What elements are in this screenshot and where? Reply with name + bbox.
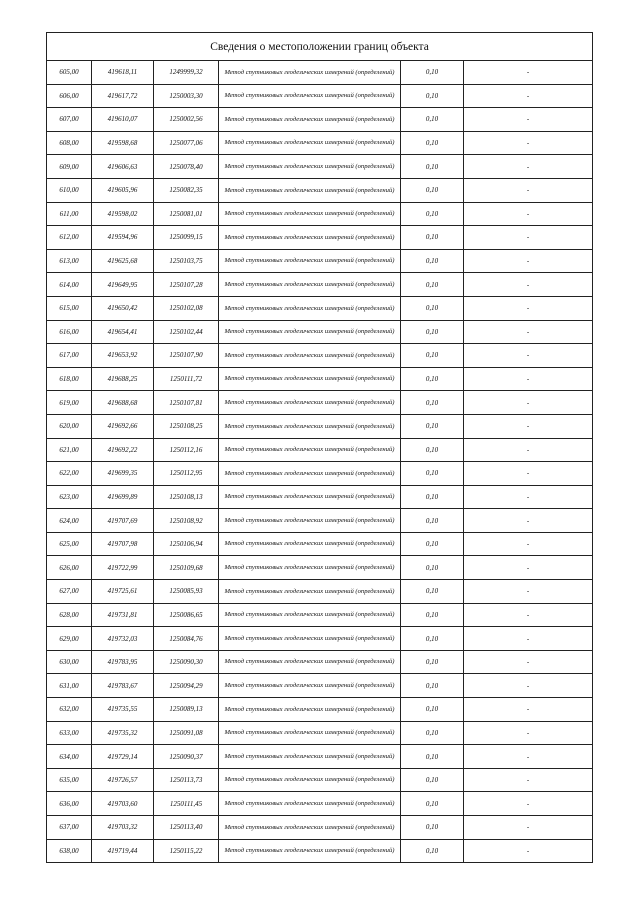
- x-coordinate-cell: 419654,41: [92, 320, 154, 344]
- note-cell: -: [464, 603, 593, 627]
- x-coordinate-cell: 419699,89: [92, 485, 154, 509]
- table-row: [47, 391, 593, 415]
- point-number-cell: 606,00: [47, 84, 92, 108]
- y-coordinate-cell: 1250108,92: [154, 509, 219, 533]
- point-number-cell: 620,00: [47, 414, 92, 438]
- x-coordinate-cell: 419649,95: [92, 273, 154, 297]
- y-coordinate-cell: 1250112,95: [154, 462, 219, 486]
- note-cell: -: [464, 391, 593, 415]
- note-cell: -: [464, 61, 593, 85]
- note-cell: -: [464, 249, 593, 273]
- point-number-cell: 614,00: [47, 273, 92, 297]
- table-title: Сведения о местоположении границ объекта: [47, 33, 593, 61]
- point-number-cell: 626,00: [47, 556, 92, 580]
- table-row: [47, 84, 593, 108]
- boundary-table-body: [47, 33, 593, 863]
- note-cell: -: [464, 462, 593, 486]
- table-row: [47, 674, 593, 698]
- x-coordinate-cell: 419653,92: [92, 344, 154, 368]
- x-coordinate-cell: 419783,95: [92, 650, 154, 674]
- note-cell: -: [464, 296, 593, 320]
- x-coordinate-cell: 419610,07: [92, 108, 154, 132]
- point-number-cell: 619,00: [47, 391, 92, 415]
- y-coordinate-cell: 1250077,06: [154, 131, 219, 155]
- x-coordinate-cell: 419692,66: [92, 414, 154, 438]
- table-row: [47, 344, 593, 368]
- y-coordinate-cell: 1250113,40: [154, 816, 219, 840]
- point-number-cell: 622,00: [47, 462, 92, 486]
- point-number-cell: 633,00: [47, 721, 92, 745]
- accuracy-cell: 0,10: [401, 391, 464, 415]
- table-row: [47, 485, 593, 509]
- y-coordinate-cell: 1250090,37: [154, 745, 219, 769]
- x-coordinate-cell: 419726,57: [92, 768, 154, 792]
- method-cell: Метод спутниковых геодезических измерений (определений): [219, 745, 401, 769]
- y-coordinate-cell: 1250106,94: [154, 532, 219, 556]
- accuracy-cell: 0,10: [401, 792, 464, 816]
- x-coordinate-cell: 419729,14: [92, 745, 154, 769]
- point-number-cell: 623,00: [47, 485, 92, 509]
- point-number-cell: 634,00: [47, 745, 92, 769]
- point-number-cell: 625,00: [47, 532, 92, 556]
- note-cell: -: [464, 674, 593, 698]
- table-row: [47, 226, 593, 250]
- method-cell: Метод спутниковых геодезических измерений (определений): [219, 792, 401, 816]
- y-coordinate-cell: 1250108,13: [154, 485, 219, 509]
- table-row: [47, 108, 593, 132]
- table-row: [47, 61, 593, 85]
- point-number-cell: 635,00: [47, 768, 92, 792]
- accuracy-cell: 0,10: [401, 768, 464, 792]
- table-row: [47, 249, 593, 273]
- x-coordinate-cell: 419650,42: [92, 296, 154, 320]
- point-number-cell: 610,00: [47, 178, 92, 202]
- accuracy-cell: 0,10: [401, 273, 464, 297]
- accuracy-cell: 0,10: [401, 344, 464, 368]
- method-cell: Метод спутниковых геодезических измерений (определений): [219, 768, 401, 792]
- table-row: [47, 155, 593, 179]
- accuracy-cell: 0,10: [401, 698, 464, 722]
- accuracy-cell: 0,10: [401, 155, 464, 179]
- y-coordinate-cell: 1250107,90: [154, 344, 219, 368]
- point-number-cell: 629,00: [47, 627, 92, 651]
- y-coordinate-cell: 1250002,56: [154, 108, 219, 132]
- table-row: [47, 462, 593, 486]
- accuracy-cell: 0,10: [401, 839, 464, 863]
- x-coordinate-cell: 419688,25: [92, 367, 154, 391]
- table-row: [47, 438, 593, 462]
- method-cell: Метод спутниковых геодезических измерений (определений): [219, 61, 401, 85]
- note-cell: -: [464, 721, 593, 745]
- y-coordinate-cell: 1250107,81: [154, 391, 219, 415]
- note-cell: -: [464, 509, 593, 533]
- point-number-cell: 609,00: [47, 155, 92, 179]
- y-coordinate-cell: 1250091,08: [154, 721, 219, 745]
- accuracy-cell: 0,10: [401, 320, 464, 344]
- y-coordinate-cell: 1250099,15: [154, 226, 219, 250]
- y-coordinate-cell: 1250085,93: [154, 580, 219, 604]
- accuracy-cell: 0,10: [401, 603, 464, 627]
- table-row: [47, 698, 593, 722]
- note-cell: -: [464, 792, 593, 816]
- method-cell: Метод спутниковых геодезических измерений (определений): [219, 226, 401, 250]
- table-row: [47, 650, 593, 674]
- table-row: [47, 839, 593, 863]
- x-coordinate-cell: 419707,69: [92, 509, 154, 533]
- x-coordinate-cell: 419722,99: [92, 556, 154, 580]
- y-coordinate-cell: 1250109,68: [154, 556, 219, 580]
- point-number-cell: 627,00: [47, 580, 92, 604]
- table-row: [47, 532, 593, 556]
- x-coordinate-cell: 419735,55: [92, 698, 154, 722]
- x-coordinate-cell: 419605,96: [92, 178, 154, 202]
- note-cell: -: [464, 414, 593, 438]
- accuracy-cell: 0,10: [401, 485, 464, 509]
- table-row: [47, 627, 593, 651]
- point-number-cell: 616,00: [47, 320, 92, 344]
- x-coordinate-cell: 419692,22: [92, 438, 154, 462]
- accuracy-cell: 0,10: [401, 414, 464, 438]
- note-cell: -: [464, 745, 593, 769]
- accuracy-cell: 0,10: [401, 438, 464, 462]
- y-coordinate-cell: 1250078,40: [154, 155, 219, 179]
- y-coordinate-cell: 1250103,75: [154, 249, 219, 273]
- point-number-cell: 628,00: [47, 603, 92, 627]
- accuracy-cell: 0,10: [401, 131, 464, 155]
- y-coordinate-cell: 1249999,32: [154, 61, 219, 85]
- table-row: [47, 178, 593, 202]
- note-cell: -: [464, 839, 593, 863]
- y-coordinate-cell: 1250111,45: [154, 792, 219, 816]
- note-cell: -: [464, 650, 593, 674]
- x-coordinate-cell: 419725,61: [92, 580, 154, 604]
- accuracy-cell: 0,10: [401, 532, 464, 556]
- note-cell: -: [464, 202, 593, 226]
- accuracy-cell: 0,10: [401, 721, 464, 745]
- point-number-cell: 617,00: [47, 344, 92, 368]
- accuracy-cell: 0,10: [401, 509, 464, 533]
- y-coordinate-cell: 1250111,72: [154, 367, 219, 391]
- method-cell: Метод спутниковых геодезических измерений (определений): [219, 320, 401, 344]
- table-row: [47, 131, 593, 155]
- note-cell: -: [464, 485, 593, 509]
- table-row: [47, 414, 593, 438]
- x-coordinate-cell: 419618,11: [92, 61, 154, 85]
- note-cell: -: [464, 532, 593, 556]
- method-cell: Метод спутниковых геодезических измерений (определений): [219, 178, 401, 202]
- point-number-cell: 636,00: [47, 792, 92, 816]
- accuracy-cell: 0,10: [401, 249, 464, 273]
- y-coordinate-cell: 1250084,76: [154, 627, 219, 651]
- x-coordinate-cell: 419625,68: [92, 249, 154, 273]
- table-row: [47, 745, 593, 769]
- y-coordinate-cell: 1250113,73: [154, 768, 219, 792]
- note-cell: -: [464, 226, 593, 250]
- point-number-cell: 608,00: [47, 131, 92, 155]
- method-cell: Метод спутниковых геодезических измерений (определений): [219, 627, 401, 651]
- x-coordinate-cell: 419598,02: [92, 202, 154, 226]
- method-cell: Метод спутниковых геодезических измерений (определений): [219, 674, 401, 698]
- point-number-cell: 612,00: [47, 226, 92, 250]
- point-number-cell: 638,00: [47, 839, 92, 863]
- point-number-cell: 607,00: [47, 108, 92, 132]
- x-coordinate-cell: 419688,68: [92, 391, 154, 415]
- accuracy-cell: 0,10: [401, 178, 464, 202]
- table-title-row: [47, 33, 593, 61]
- point-number-cell: 618,00: [47, 367, 92, 391]
- note-cell: -: [464, 627, 593, 651]
- note-cell: -: [464, 131, 593, 155]
- accuracy-cell: 0,10: [401, 226, 464, 250]
- accuracy-cell: 0,10: [401, 674, 464, 698]
- note-cell: -: [464, 556, 593, 580]
- x-coordinate-cell: 419617,72: [92, 84, 154, 108]
- accuracy-cell: 0,10: [401, 296, 464, 320]
- y-coordinate-cell: 1250081,01: [154, 202, 219, 226]
- x-coordinate-cell: 419703,60: [92, 792, 154, 816]
- table-row: [47, 603, 593, 627]
- point-number-cell: 611,00: [47, 202, 92, 226]
- method-cell: Метод спутниковых геодезических измерений (определений): [219, 367, 401, 391]
- note-cell: -: [464, 768, 593, 792]
- note-cell: -: [464, 155, 593, 179]
- y-coordinate-cell: 1250108,25: [154, 414, 219, 438]
- note-cell: -: [464, 344, 593, 368]
- accuracy-cell: 0,10: [401, 580, 464, 604]
- method-cell: Метод спутниковых геодезических измерений (определений): [219, 721, 401, 745]
- y-coordinate-cell: 1250086,65: [154, 603, 219, 627]
- method-cell: Метод спутниковых геодезических измерений (определений): [219, 131, 401, 155]
- x-coordinate-cell: 419719,44: [92, 839, 154, 863]
- x-coordinate-cell: 419735,32: [92, 721, 154, 745]
- note-cell: -: [464, 438, 593, 462]
- note-cell: -: [464, 84, 593, 108]
- method-cell: Метод спутниковых геодезических измерений (определений): [219, 344, 401, 368]
- accuracy-cell: 0,10: [401, 627, 464, 651]
- boundary-table: [46, 32, 593, 863]
- method-cell: Метод спутниковых геодезических измерений (определений): [219, 698, 401, 722]
- y-coordinate-cell: 1250089,13: [154, 698, 219, 722]
- method-cell: Метод спутниковых геодезических измерений (определений): [219, 485, 401, 509]
- accuracy-cell: 0,10: [401, 462, 464, 486]
- method-cell: Метод спутниковых геодезических измерений (определений): [219, 155, 401, 179]
- point-number-cell: 624,00: [47, 509, 92, 533]
- y-coordinate-cell: 1250102,44: [154, 320, 219, 344]
- note-cell: -: [464, 698, 593, 722]
- method-cell: Метод спутниковых геодезических измерений (определений): [219, 556, 401, 580]
- y-coordinate-cell: 1250082,35: [154, 178, 219, 202]
- method-cell: Метод спутниковых геодезических измерений (определений): [219, 249, 401, 273]
- x-coordinate-cell: 419699,35: [92, 462, 154, 486]
- note-cell: -: [464, 816, 593, 840]
- note-cell: -: [464, 178, 593, 202]
- method-cell: Метод спутниковых геодезических измерений (определений): [219, 816, 401, 840]
- method-cell: Метод спутниковых геодезических измерений (определений): [219, 84, 401, 108]
- point-number-cell: 613,00: [47, 249, 92, 273]
- note-cell: -: [464, 367, 593, 391]
- method-cell: Метод спутниковых геодезических измерений (определений): [219, 438, 401, 462]
- y-coordinate-cell: 1250112,16: [154, 438, 219, 462]
- method-cell: Метод спутниковых геодезических измерений (определений): [219, 296, 401, 320]
- x-coordinate-cell: 419703,32: [92, 816, 154, 840]
- point-number-cell: 637,00: [47, 816, 92, 840]
- table-row: [47, 556, 593, 580]
- method-cell: Метод спутниковых геодезических измерений (определений): [219, 414, 401, 438]
- x-coordinate-cell: 419598,68: [92, 131, 154, 155]
- y-coordinate-cell: 1250090,30: [154, 650, 219, 674]
- table-row: [47, 273, 593, 297]
- x-coordinate-cell: 419707,98: [92, 532, 154, 556]
- point-number-cell: 621,00: [47, 438, 92, 462]
- table-row: [47, 296, 593, 320]
- note-cell: -: [464, 580, 593, 604]
- note-cell: -: [464, 108, 593, 132]
- method-cell: Метод спутниковых геодезических измерений (определений): [219, 202, 401, 226]
- x-coordinate-cell: 419606,63: [92, 155, 154, 179]
- method-cell: Метод спутниковых геодезических измерений (определений): [219, 650, 401, 674]
- y-coordinate-cell: 1250003,30: [154, 84, 219, 108]
- accuracy-cell: 0,10: [401, 650, 464, 674]
- table-row: [47, 202, 593, 226]
- y-coordinate-cell: 1250094,29: [154, 674, 219, 698]
- y-coordinate-cell: 1250107,28: [154, 273, 219, 297]
- boundary-table-sheet: [46, 32, 592, 863]
- method-cell: Метод спутниковых геодезических измерений (определений): [219, 462, 401, 486]
- point-number-cell: 631,00: [47, 674, 92, 698]
- point-number-cell: 632,00: [47, 698, 92, 722]
- accuracy-cell: 0,10: [401, 61, 464, 85]
- accuracy-cell: 0,10: [401, 816, 464, 840]
- accuracy-cell: 0,10: [401, 108, 464, 132]
- note-cell: -: [464, 320, 593, 344]
- table-row: [47, 320, 593, 344]
- note-cell: -: [464, 273, 593, 297]
- x-coordinate-cell: 419731,81: [92, 603, 154, 627]
- table-row: [47, 509, 593, 533]
- x-coordinate-cell: 419783,67: [92, 674, 154, 698]
- method-cell: Метод спутниковых геодезических измерений (определений): [219, 839, 401, 863]
- accuracy-cell: 0,10: [401, 84, 464, 108]
- table-row: [47, 768, 593, 792]
- method-cell: Метод спутниковых геодезических измерений (определений): [219, 108, 401, 132]
- point-number-cell: 630,00: [47, 650, 92, 674]
- method-cell: Метод спутниковых геодезических измерений (определений): [219, 580, 401, 604]
- method-cell: Метод спутниковых геодезических измерений (определений): [219, 391, 401, 415]
- method-cell: Метод спутниковых геодезических измерений (определений): [219, 509, 401, 533]
- method-cell: Метод спутниковых геодезических измерений (определений): [219, 273, 401, 297]
- accuracy-cell: 0,10: [401, 556, 464, 580]
- accuracy-cell: 0,10: [401, 745, 464, 769]
- table-row: [47, 792, 593, 816]
- method-cell: Метод спутниковых геодезических измерений (определений): [219, 532, 401, 556]
- y-coordinate-cell: 1250102,08: [154, 296, 219, 320]
- table-row: [47, 580, 593, 604]
- accuracy-cell: 0,10: [401, 202, 464, 226]
- method-cell: Метод спутниковых геодезических измерений (определений): [219, 603, 401, 627]
- table-row: [47, 816, 593, 840]
- y-coordinate-cell: 1250115,22: [154, 839, 219, 863]
- accuracy-cell: 0,10: [401, 367, 464, 391]
- point-number-cell: 605,00: [47, 61, 92, 85]
- x-coordinate-cell: 419594,96: [92, 226, 154, 250]
- table-row: [47, 367, 593, 391]
- point-number-cell: 615,00: [47, 296, 92, 320]
- table-row: [47, 721, 593, 745]
- x-coordinate-cell: 419732,03: [92, 627, 154, 651]
